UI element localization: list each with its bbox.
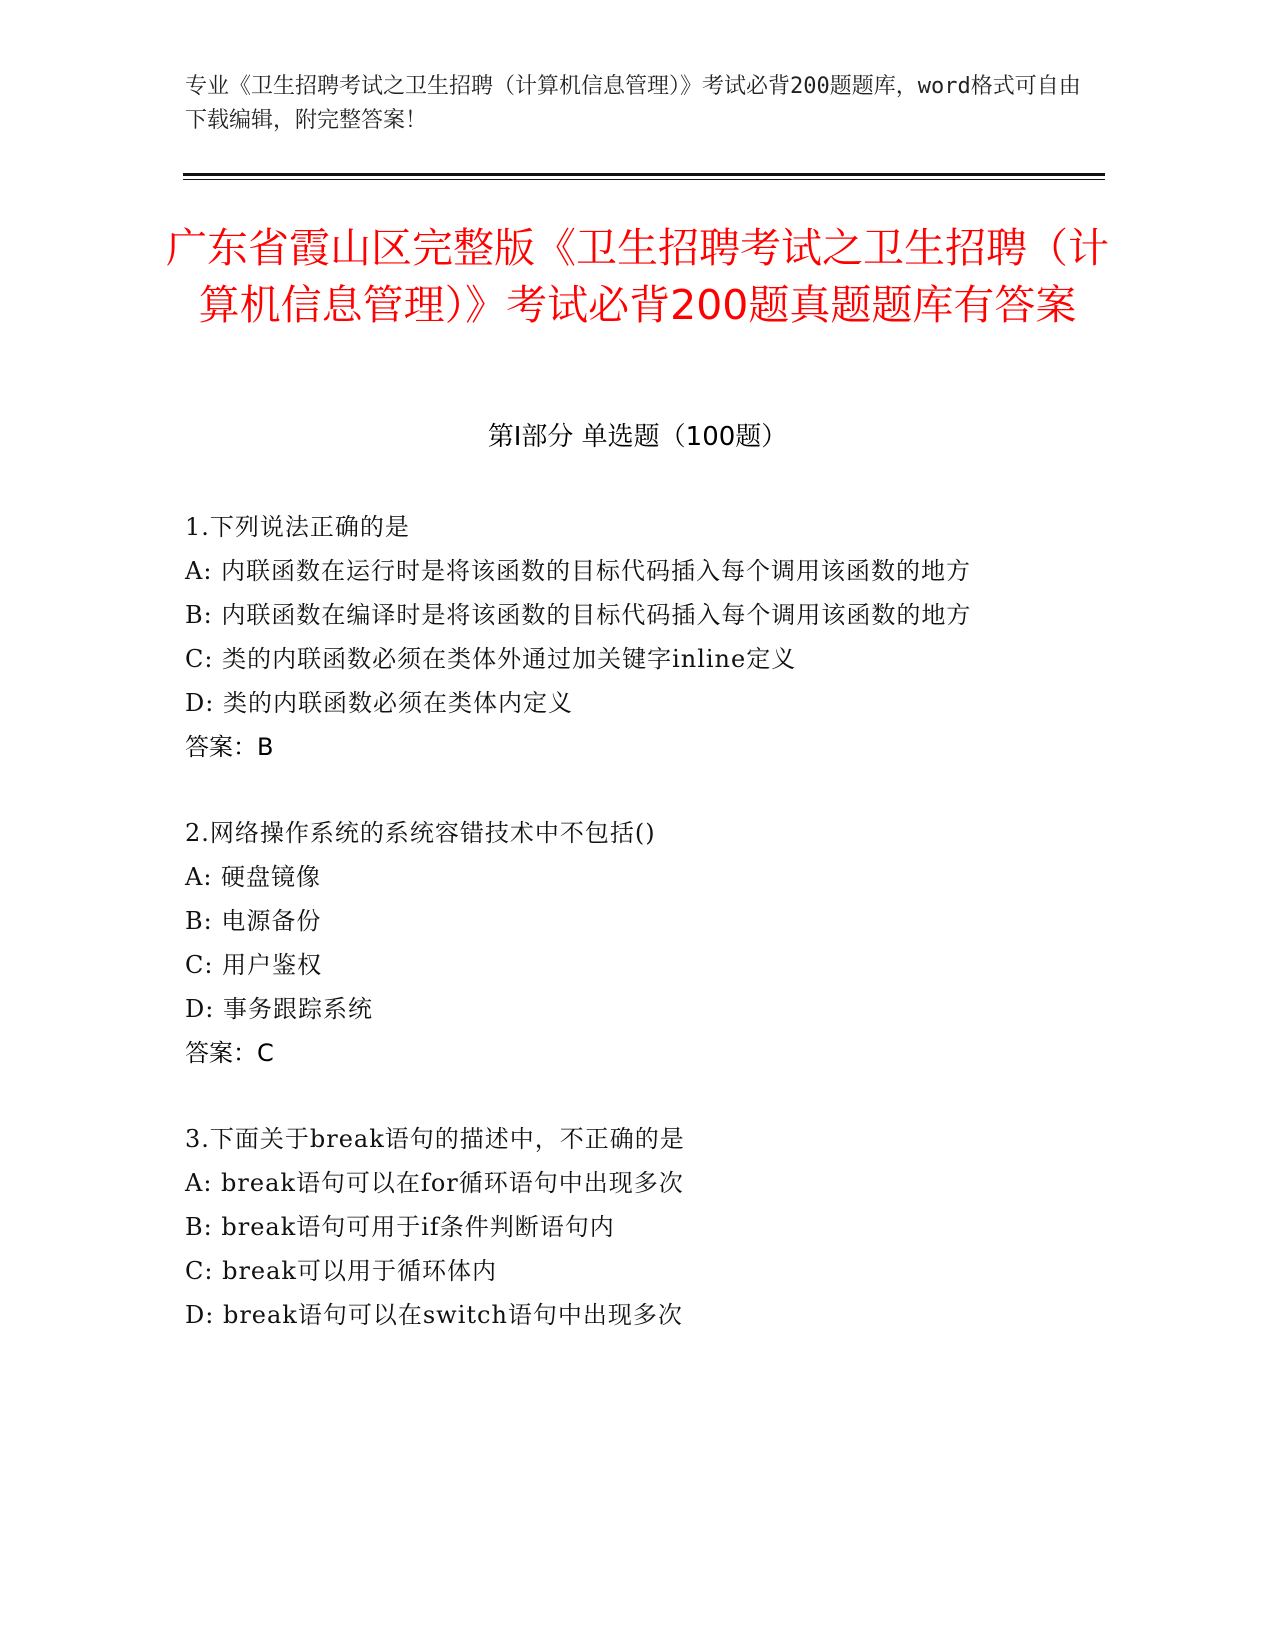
header-note: 专业《卫生招聘考试之卫生招聘（计算机信息管理）》考试必背200题题库，word格式可自由下载编辑，附完整答案！ xyxy=(185,74,1081,133)
option-a: A: 内联函数在运行时是将该函数的目标代码插入每个调用该函数的地方 xyxy=(185,557,972,585)
option-b: B: 内联函数在编译时是将该函数的目标代码插入每个调用该函数的地方 xyxy=(185,601,972,629)
option-d: D: 事务跟踪系统 xyxy=(185,995,373,1023)
question-stem: 2.网络操作系统的系统容错技术中不包括() xyxy=(185,819,656,847)
question-3 xyxy=(185,1117,1055,1337)
option-c: C: break可以用于循环体内 xyxy=(185,1257,497,1285)
option-c: C: 类的内联函数必须在类体外通过加关键字inline定义 xyxy=(185,645,797,673)
answer: 答案：C xyxy=(185,1039,274,1067)
option-b: B: break语句可用于if条件判断语句内 xyxy=(185,1213,615,1241)
option-a: A: break语句可以在for循环语句中出现多次 xyxy=(185,1169,684,1197)
header-rule-thin xyxy=(183,179,1105,180)
option-c: C: 用户鉴权 xyxy=(185,951,323,979)
question-stem: 1.下列说法正确的是 xyxy=(185,513,410,541)
document-title: 广东省霞山区完整版《卫生招聘考试之卫生招聘（计算机信息管理）》考试必背200题真题题库有答案 xyxy=(166,224,1109,329)
question-2 xyxy=(185,811,1055,1075)
option-d: D: 类的内联函数必须在类体内定义 xyxy=(185,689,573,717)
option-d: D: break语句可以在switch语句中出现多次 xyxy=(185,1301,683,1329)
question-stem: 3.下面关于break语句的描述中，不正确的是 xyxy=(185,1125,685,1153)
section-heading: 第Ⅰ部分 单选题（100题） xyxy=(487,422,788,452)
question-1 xyxy=(185,505,1055,769)
header-rule-thick xyxy=(183,173,1105,176)
question-list xyxy=(185,505,1055,1379)
answer: 答案：B xyxy=(185,733,274,761)
option-a: A: 硬盘镜像 xyxy=(185,863,322,891)
option-b: B: 电源备份 xyxy=(185,907,322,935)
